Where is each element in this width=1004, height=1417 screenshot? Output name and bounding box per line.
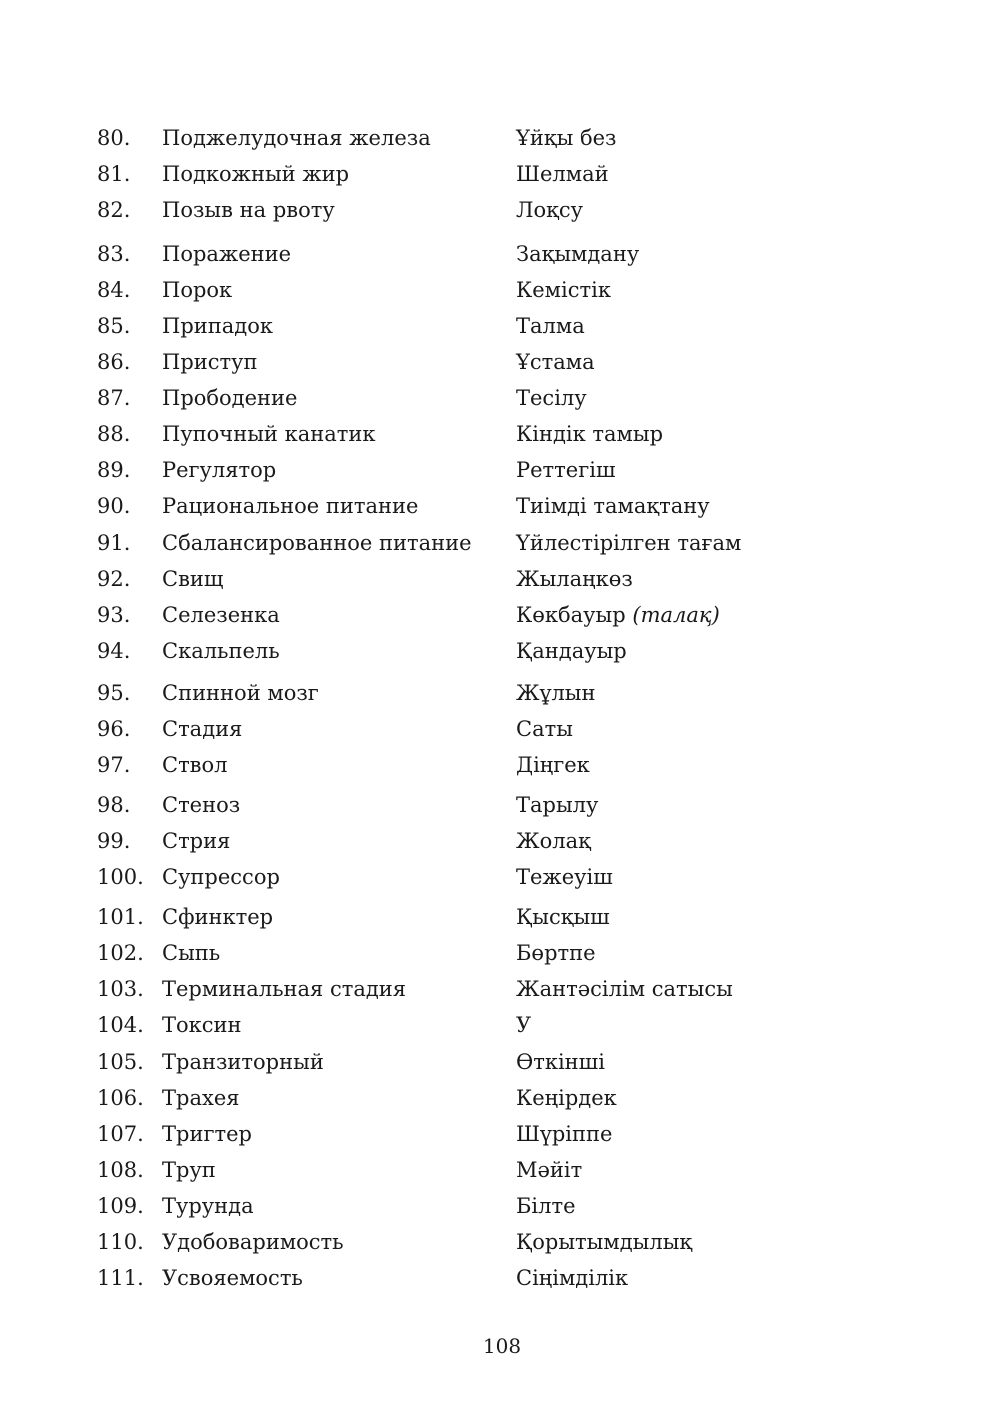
glossary-entry <box>97 787 897 823</box>
kazakh-term: Қорытымдылық <box>516 1230 693 1254</box>
entry-number: 109. <box>97 1194 144 1218</box>
glossary-entry <box>97 561 897 597</box>
kazakh-term-cell <box>516 747 896 783</box>
entry-number: 85. <box>97 314 131 338</box>
kazakh-term-cell <box>516 344 896 380</box>
glossary-entry <box>97 597 897 633</box>
entry-number: 97. <box>97 753 131 777</box>
russian-term: Пупочный канатик <box>162 422 376 446</box>
glossary-entry <box>97 272 897 308</box>
glossary-entry <box>97 823 897 859</box>
entry-number: 92. <box>97 567 131 591</box>
glossary-entry <box>97 344 897 380</box>
kazakh-term-cell <box>516 597 896 633</box>
kazakh-term: Тесілу <box>516 386 587 410</box>
russian-term: Токсин <box>162 1013 242 1037</box>
kazakh-term-cell <box>516 675 896 711</box>
kazakh-term: Талма <box>516 314 585 338</box>
glossary-entry <box>97 747 897 783</box>
russian-term: Приступ <box>162 350 258 374</box>
glossary-entry <box>97 935 897 971</box>
russian-term: Сбалансированное питание <box>162 531 472 555</box>
kazakh-term: Бөртпе <box>516 941 596 965</box>
glossary-entry <box>97 899 897 935</box>
glossary-entry <box>97 1260 897 1296</box>
russian-term: Усвояемость <box>162 1266 303 1290</box>
kazakh-term-cell <box>516 236 896 272</box>
glossary-entry <box>97 1188 897 1224</box>
kazakh-term: Кіндік тамыр <box>516 422 664 446</box>
kazakh-term: Шелмай <box>516 162 609 186</box>
kazakh-term-cell <box>516 1152 896 1188</box>
kazakh-term-cell <box>516 1044 896 1080</box>
entry-number: 91. <box>97 531 131 555</box>
kazakh-term: Жолақ <box>516 829 591 853</box>
kazakh-term-cell <box>516 525 896 561</box>
entry-number: 99. <box>97 829 131 853</box>
kazakh-term: Жұлын <box>516 681 596 705</box>
glossary-entry <box>97 452 897 488</box>
kazakh-term-cell <box>516 192 896 228</box>
kazakh-term: У <box>516 1013 532 1037</box>
glossary-entry <box>97 1007 897 1043</box>
entry-number: 100. <box>97 865 144 889</box>
kazakh-term: Қысқыш <box>516 905 610 929</box>
kazakh-term-cell <box>516 1007 896 1043</box>
kazakh-term-cell <box>516 1188 896 1224</box>
entry-number: 89. <box>97 458 131 482</box>
kazakh-term: Ұстама <box>516 350 595 374</box>
glossary-entry <box>97 633 897 669</box>
kazakh-term: Жылаңкөз <box>516 567 633 591</box>
entry-number: 111. <box>97 1266 144 1290</box>
kazakh-term: Шүріппе <box>516 1122 613 1146</box>
entry-number: 110. <box>97 1230 144 1254</box>
russian-term: Сфинктер <box>162 905 274 929</box>
kazakh-term-cell <box>516 488 896 524</box>
kazakh-term-cell <box>516 935 896 971</box>
glossary-entry <box>97 1152 897 1188</box>
kazakh-term: Діңгек <box>516 753 590 777</box>
russian-term: Поражение <box>162 242 292 266</box>
kazakh-term: Лоқсу <box>516 198 584 222</box>
kazakh-term: Сіңімділік <box>516 1266 629 1290</box>
kazakh-term-cell <box>516 308 896 344</box>
russian-term: Рациональное питание <box>162 494 419 518</box>
kazakh-term-cell <box>516 156 896 192</box>
russian-term: Тригтер <box>162 1122 252 1146</box>
kazakh-term: Зақымдану <box>516 242 640 266</box>
entry-number: 84. <box>97 278 131 302</box>
kazakh-term-cell <box>516 272 896 308</box>
kazakh-term: Саты <box>516 717 573 741</box>
entry-number: 86. <box>97 350 131 374</box>
kazakh-term-note: (талақ) <box>632 603 720 627</box>
kazakh-term: Тиімді тамақтану <box>516 494 710 518</box>
glossary-entry <box>97 711 897 747</box>
kazakh-term: Мәйіт <box>516 1158 583 1182</box>
russian-term: Подкожный жир <box>162 162 350 186</box>
entry-number: 80. <box>97 126 131 150</box>
kazakh-term: Өткінші <box>516 1050 605 1074</box>
russian-term: Стрия <box>162 829 231 853</box>
kazakh-term-cell <box>516 1116 896 1152</box>
glossary-entry <box>97 120 897 156</box>
entry-number: 98. <box>97 793 131 817</box>
entry-number: 105. <box>97 1050 144 1074</box>
page-number: 108 <box>482 1334 522 1358</box>
entry-number: 101. <box>97 905 144 929</box>
kazakh-term: Үйлестірілген тағам <box>516 531 742 555</box>
entry-number: 108. <box>97 1158 144 1182</box>
entry-number: 90. <box>97 494 131 518</box>
russian-term: Сыпь <box>162 941 221 965</box>
entry-number: 82. <box>97 198 131 222</box>
kazakh-term: Көкбауыр <box>516 603 626 627</box>
russian-term: Стадия <box>162 717 243 741</box>
russian-term: Регулятор <box>162 458 277 482</box>
kazakh-term-cell <box>516 452 896 488</box>
russian-term: Труп <box>162 1158 216 1182</box>
entry-number: 94. <box>97 639 131 663</box>
glossary-entry <box>97 1224 897 1260</box>
russian-term: Спинной мозг <box>162 681 319 705</box>
entry-number: 106. <box>97 1086 144 1110</box>
glossary-entry <box>97 236 897 272</box>
kazakh-term-cell <box>516 711 896 747</box>
russian-term: Свищ <box>162 567 224 591</box>
russian-term: Прободение <box>162 386 298 410</box>
kazakh-term: Кемістік <box>516 278 611 302</box>
russian-term: Ствол <box>162 753 228 777</box>
russian-term: Скальпель <box>162 639 280 663</box>
glossary-entry <box>97 488 897 524</box>
kazakh-term: Білте <box>516 1194 576 1218</box>
kazakh-term: Реттегіш <box>516 458 616 482</box>
kazakh-term-cell <box>516 380 896 416</box>
entry-number: 88. <box>97 422 131 446</box>
kazakh-term-cell <box>516 859 896 895</box>
glossary-entry <box>97 525 897 561</box>
glossary-entry <box>97 1044 897 1080</box>
entry-number: 104. <box>97 1013 144 1037</box>
russian-term: Турунда <box>162 1194 254 1218</box>
kazakh-term-cell <box>516 416 896 452</box>
entry-number: 96. <box>97 717 131 741</box>
kazakh-term: Тежеуіш <box>516 865 613 889</box>
kazakh-term: Қандауыр <box>516 639 627 663</box>
glossary-entry <box>97 192 897 228</box>
kazakh-term-cell <box>516 120 896 156</box>
kazakh-term: Кеңірдек <box>516 1086 617 1110</box>
glossary-entry <box>97 1116 897 1152</box>
kazakh-term-cell <box>516 787 896 823</box>
entry-number: 87. <box>97 386 131 410</box>
kazakh-term-cell <box>516 899 896 935</box>
russian-term: Терминальная стадия <box>162 977 407 1001</box>
russian-term: Селезенка <box>162 603 280 627</box>
entry-number: 93. <box>97 603 131 627</box>
entry-number: 95. <box>97 681 131 705</box>
russian-term: Транзиторный <box>162 1050 324 1074</box>
russian-term: Поджелудочная железа <box>162 126 431 150</box>
kazakh-term-cell <box>516 971 896 1007</box>
glossary-entry <box>97 308 897 344</box>
kazakh-term-cell <box>516 1260 896 1296</box>
entry-number: 107. <box>97 1122 144 1146</box>
kazakh-term: Жантәсілім сатысы <box>516 977 733 1001</box>
russian-term: Супрессор <box>162 865 280 889</box>
entry-number: 103. <box>97 977 144 1001</box>
kazakh-term-cell <box>516 823 896 859</box>
kazakh-term-cell <box>516 1224 896 1260</box>
glossary-entry <box>97 380 897 416</box>
kazakh-term-cell <box>516 1080 896 1116</box>
kazakh-term: Тарылу <box>516 793 599 817</box>
entry-number: 81. <box>97 162 131 186</box>
russian-term: Порок <box>162 278 233 302</box>
glossary-entry <box>97 859 897 895</box>
glossary-entry <box>97 416 897 452</box>
entry-number: 102. <box>97 941 144 965</box>
entry-number: 83. <box>97 242 131 266</box>
russian-term: Припадок <box>162 314 273 338</box>
glossary-entry <box>97 156 897 192</box>
glossary-entry <box>97 1080 897 1116</box>
russian-term: Стеноз <box>162 793 241 817</box>
kazakh-term: Ұйқы без <box>516 126 617 150</box>
glossary-entry <box>97 971 897 1007</box>
kazakh-term-cell <box>516 561 896 597</box>
russian-term: Трахея <box>162 1086 240 1110</box>
russian-term: Позыв на рвоту <box>162 198 335 222</box>
russian-term: Удобоваримость <box>162 1230 344 1254</box>
kazakh-term-cell <box>516 633 896 669</box>
glossary-entry <box>97 675 897 711</box>
